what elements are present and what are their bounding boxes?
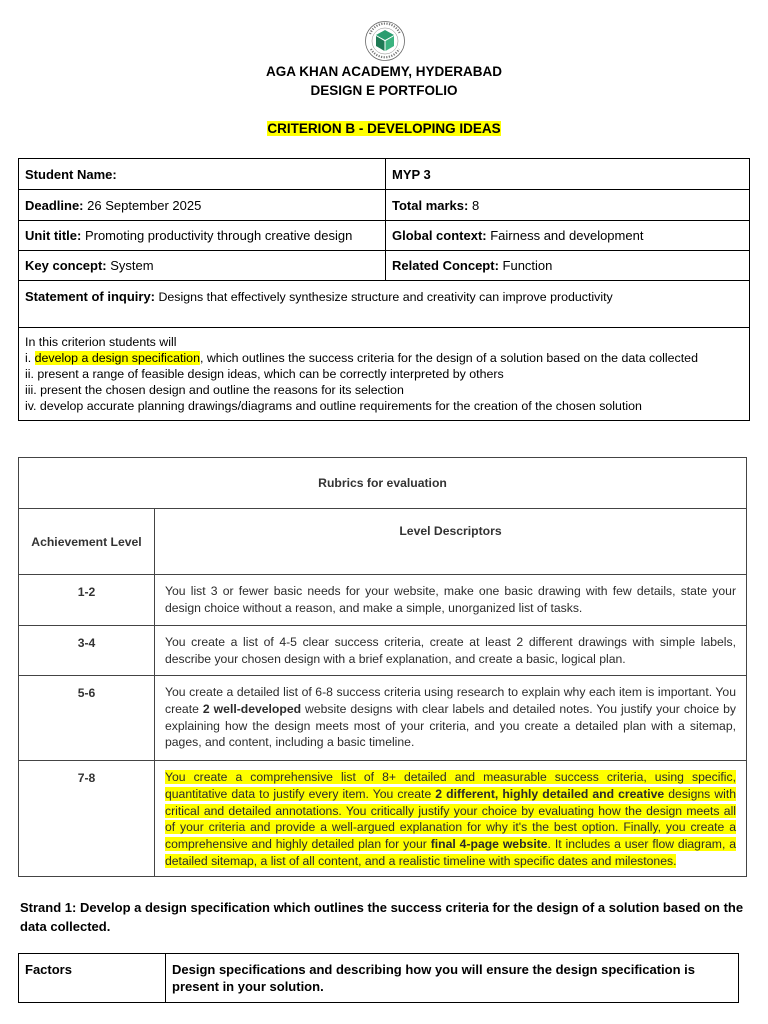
criterion-objectives-cell <box>19 328 750 421</box>
factors-table <box>18 953 739 1003</box>
academy-crest-icon <box>364 20 406 62</box>
level-cell: 7-8 <box>19 761 155 877</box>
objective-3: iii. present the chosen design and outline the reasons for its selection <box>25 383 404 397</box>
level-cell: 5-6 <box>19 676 155 761</box>
myp-cell: MYP 3 <box>386 159 750 190</box>
rubric-table <box>18 457 747 877</box>
key-concept-cell: Key concept: System <box>19 251 386 281</box>
level-cell: 1-2 <box>19 575 155 626</box>
portfolio-title: DESIGN E PORTFOLIO <box>310 83 458 98</box>
table-row <box>19 575 747 626</box>
design-specifications-header: Design specifications and describing how you will ensure the design specification is present in your solution. <box>166 954 739 1003</box>
objectives-intro: In this criterion students will <box>25 335 177 349</box>
statement-of-inquiry-cell: Statement of inquiry: Designs that effectively synthesize structure and creativity can improve productivity <box>19 281 750 328</box>
criterion-title: CRITERION B - DEVELOPING IDEAS <box>267 121 501 136</box>
school-name: AGA KHAN ACADEMY, HYDERABAD <box>265 64 502 79</box>
descriptor-cell: You list 3 or fewer basic needs for your website, make one basic drawing with few details, state your design choice without a reason, and make a simple, unorganized list of tasks. <box>155 575 747 626</box>
related-concept-cell: Related Concept: Function <box>386 251 750 281</box>
student-name-cell: Student Name: <box>19 159 386 190</box>
level-descriptors-header: Level Descriptors <box>155 509 747 575</box>
achievement-level-header: Achievement Level <box>19 509 155 575</box>
global-context-cell: Global context: Fairness and development <box>386 221 750 251</box>
rubric-title: Rubrics for evaluation <box>19 458 747 509</box>
table-row <box>19 761 747 877</box>
table-row <box>19 626 747 676</box>
objective-2: ii. present a range of feasible design ideas, which can be correctly interpreted by others <box>25 367 504 381</box>
descriptor-cell: You create a list of 4-5 clear success criteria, create at least 2 different drawings with simple labels, describe your chosen design with a brief explanation, and create a basic, logical plan. <box>155 626 747 676</box>
deadline-cell: Deadline: 26 September 2025 <box>19 190 386 221</box>
strand-1-heading: Strand 1: Develop a design specification which outlines the success criteria for the design of a solution based on the data collected. <box>20 900 744 934</box>
objective-1: i. develop a design specification, which outlines the success criteria for the design of a solution based on the data collected <box>25 351 698 365</box>
info-table <box>18 158 750 421</box>
factors-header: Factors <box>19 954 166 1003</box>
total-marks-cell: Total marks: 8 <box>386 190 750 221</box>
objective-4: iv. develop accurate planning drawings/diagrams and outline requirements for the creation of the chosen solution <box>25 399 642 413</box>
unit-title-cell: Unit title: Promoting productivity through creative design <box>19 221 386 251</box>
level-cell: 3-4 <box>19 626 155 676</box>
table-row <box>19 676 747 761</box>
descriptor-cell: You create a comprehensive list of 8+ detailed and measurable success criteria, using specific, quantitative data to justify every item. You create 2 different, highly detailed and creative designs with critical and detailed annotations. You critically justify your choice by evaluating how the design meets all of your criteria and provide a well-argued explanation for why it's the best option. Finally, you create a comprehensive and highly detailed plan for your final 4-page website. It includes a user flow diagram, a detailed sitemap, a list of all content, and a realistic timeline with specific dates and milestones. <box>155 761 747 877</box>
descriptor-cell: You create a detailed list of 6-8 success criteria using research to explain why each item is important. You create 2 well-developed website designs with clear labels and detailed notes. You justify your choice by explaining how the design meets most of your criteria, and you create a detailed plan with a sitemap, pages, and content, including a basic timeline. <box>155 676 747 761</box>
